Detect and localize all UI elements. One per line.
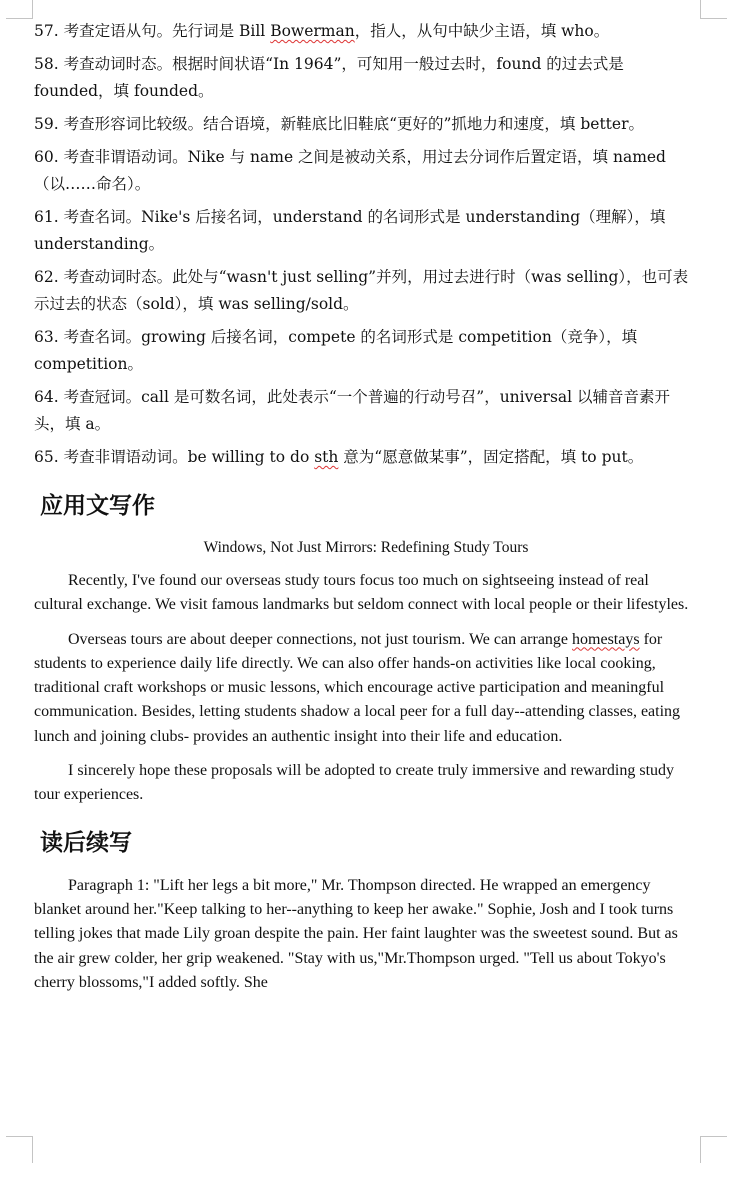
section-heading-writing: 应用文写作 xyxy=(40,493,155,519)
essay-paragraph: Overseas tours are about deeper connections, not just tourism. We can arrange homestays for students to experience daily life directly. We can also offer hands-on activities like local cooking, traditional craft workshops or music lessons, which encourage active participation and meaningful communication. Besides, letting students shadow a local peer for a full day--attending classes, eating lunch and joining clubs- provides an authentic insight into their life and education. xyxy=(34,630,681,745)
answer-item: 60. 考查非谓语动词。Nike 与 name 之间是被动关系，用过去分词作后置定语，填 named（以……命名）。 xyxy=(34,148,666,193)
spellcheck-word: sth xyxy=(314,448,339,466)
section-heading-continuation: 读后续写 xyxy=(40,829,132,856)
answer-item: 57. 考查定语从句。先行词是 Bill Bowerman，指人，从句中缺少主语，填 who。 xyxy=(34,22,610,40)
answer-item: 64. 考查冠词。call 是可数名词，此处表示“一个普遍的行动号召”，universal 以辅音音素开头，填 a。 xyxy=(34,388,671,433)
page-corner-mark xyxy=(6,1136,33,1163)
answer-item: 58. 考查动词时态。根据时间状语“In 1964”，可知用一般过去时，found 的过去式是 founded，填 founded。 xyxy=(34,55,624,100)
page-corner-mark xyxy=(6,0,33,19)
page-corner-mark xyxy=(700,1136,727,1163)
spellcheck-word: Bowerman xyxy=(270,22,355,40)
answer-explanations xyxy=(34,18,698,471)
essay-title: Windows, Not Just Mirrors: Redefining Study Tours xyxy=(203,539,529,556)
answer-item: 65. 考查非谓语动词。be willing to do sth 意为“愿意做某事”，固定搭配，填 to put。 xyxy=(34,448,644,466)
spellcheck-word: homestays xyxy=(572,630,640,648)
continuation-essay xyxy=(34,874,698,995)
answer-item: 59. 考查形容词比较级。结合语境，新鞋底比旧鞋底“更好的”抓地力和速度，填 better。 xyxy=(34,115,644,133)
answer-item: 61. 考查名词。Nike's 后接名词，understand 的名词形式是 understanding（理解），填 understanding。 xyxy=(34,208,666,253)
writing-essay xyxy=(34,537,698,808)
page-corner-mark xyxy=(700,0,727,19)
answer-item: 63. 考查名词。growing 后接名词，compete 的名词形式是 competition（竞争），填 competition。 xyxy=(34,328,638,373)
essay-paragraph: I sincerely hope these proposals will be adopted to create truly immersive and rewarding study tour experiences. xyxy=(34,762,675,804)
essay-paragraph: Recently, I've found our overseas study tours focus too much on sightseeing instead of real cultural exchange. We visit famous landmarks but seldom connect with local people or their lifestyles. xyxy=(34,572,689,614)
answer-item: 62. 考查动词时态。此处与“wasn't just selling”并列，用过去进行时（was selling），也可表示过去的状态（sold），填 was selling/sold。 xyxy=(34,268,689,313)
essay-paragraph: Paragraph 1: "Lift her legs a bit more," Mr. Thompson directed. He wrapped an emergency blanket around her."Keep talking to her--anything to keep her awake." Sophie, Josh and I took turns telling jokes that made Lily groan despite the pain. Her faint laughter was the sweetest sound. But as the air grew colder, her grip weakened. "Stay with us,"Mr.Thompson urged. "Tell us about Tokyo's cherry blossoms,"I added softly. She xyxy=(34,876,678,991)
document-body xyxy=(34,18,698,1005)
